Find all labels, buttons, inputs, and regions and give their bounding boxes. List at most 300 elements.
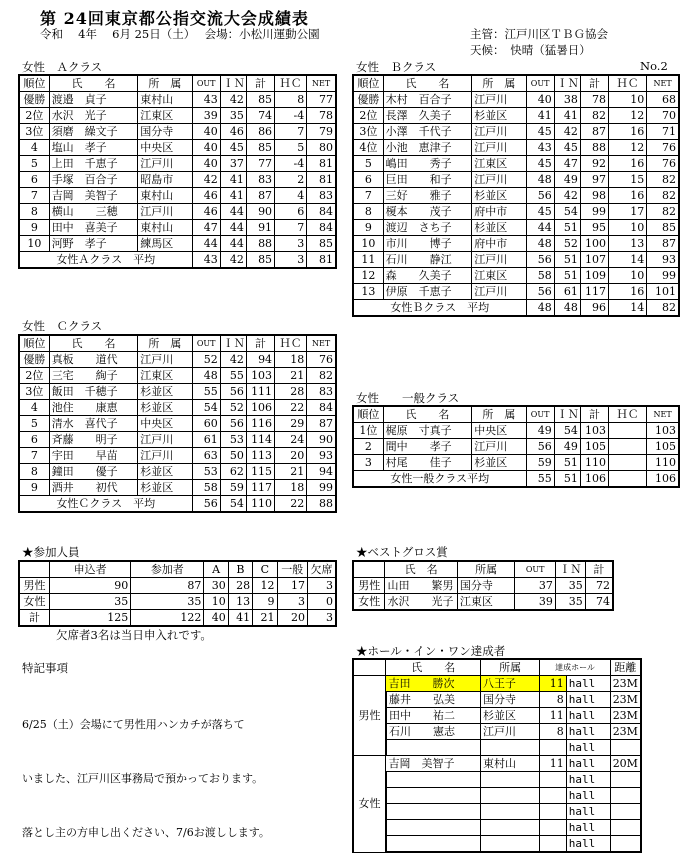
cell-out: 55 [192,384,220,400]
cell-in: 62 [220,464,246,480]
header-net: NET [647,75,679,92]
cell-out: 60 [192,416,220,432]
cell-total: 86 [246,124,274,140]
cell-rank: 優勝 [19,92,49,108]
cell-total: 107 [580,252,608,268]
cell-rank: 3位 [353,124,383,140]
cell-net: 70 [647,108,679,124]
cell-out: 44 [526,220,554,236]
cell-out: 44 [192,236,220,252]
best-gross-cell: 35 [555,594,585,611]
hole-in-one-header: 達成ホール [540,659,610,676]
cell-name: 田中 喜美子 [49,220,138,236]
cell-name: 上田 千恵子 [49,156,138,172]
hole-in-one-cell [481,836,540,853]
cell-club: 江戸川 [472,172,526,188]
cell-net: 84 [307,204,336,220]
cell-name: 渡邉 貞子 [49,92,138,108]
cell-net: 76 [647,140,679,156]
table-row [353,284,679,300]
hole-in-one-cell: hall [566,740,610,756]
header-hc: ＨＣ [275,335,307,352]
cell-hc: 10 [609,268,647,284]
cell-name: 池住 康恵 [49,400,138,416]
hole-in-one-cell [481,772,540,788]
cell-net: 80 [307,140,336,156]
cell-in: 45 [220,140,246,156]
average-value: 22 [275,496,307,513]
hole-in-one-cell: 国分寺 [481,692,540,708]
cell-total: 90 [246,204,274,220]
cell-in: 44 [220,220,246,236]
cell-net: 110 [647,455,679,471]
cell-name: 間中 孝子 [383,439,472,455]
participants-header: 一般 [277,561,307,578]
cell-club: 杉並区 [138,464,192,480]
cell-hc: 16 [609,124,647,140]
cell-club: 杉並区 [138,384,192,400]
special-note-line: いました、江戸川区事務局で預かっております。 [22,772,264,785]
hole-in-one-cell: hall [566,788,610,804]
average-label: 女性Ｂクラス 平均 [353,300,526,317]
hole-in-one-cell [610,772,641,788]
page-title: 第 24回東京都公指交流大会成績表 [40,9,309,28]
special-notes-body [22,680,270,860]
hole-in-one-cell [610,804,641,820]
participants-label: 女性 [19,594,49,610]
cell-club: 江戸川 [472,284,526,300]
best-gross-header: OUT [515,561,555,578]
cell-in: 51 [554,455,580,471]
cell-rank: 8 [19,204,49,220]
header-name: 氏 名 [49,75,138,92]
hole-in-one-cell: hall [566,772,610,788]
cell-out: 47 [192,220,220,236]
cell-club: 杉並区 [138,480,192,496]
cell-club: 江戸川 [472,124,526,140]
cell-hc: 10 [609,220,647,236]
table-header-row [353,406,679,423]
table-header-row [353,659,641,676]
cell-rank: 10 [353,236,383,252]
cell-out: 46 [192,204,220,220]
women-b-title: 女性 Ｂクラス [356,60,437,74]
cell-hc: 6 [275,204,307,220]
cell-name: 村尾 佳子 [383,455,472,471]
cell-total: 91 [246,220,274,236]
cell-net: 83 [307,384,336,400]
table-row [353,220,679,236]
table-row [353,124,679,140]
cell-rank: 9 [19,220,49,236]
cell-club: 江戸川 [138,432,192,448]
special-notes-title: 特記事項 [22,661,68,675]
header-rank: 順位 [353,406,383,423]
cell-hc: 7 [275,124,307,140]
hole-in-one-cell [386,804,481,820]
cell-hc: 2 [275,172,307,188]
men-label: 男性 [353,676,386,756]
cell-club: 東村山 [138,220,192,236]
cell-in: 44 [220,204,246,220]
cell-out: 53 [192,464,220,480]
cell-club: 中央区 [138,416,192,432]
cell-name: 横山 三穂 [49,204,138,220]
hole-in-one-cell: hall [566,676,610,692]
cell-in: 42 [220,92,246,108]
table-row [19,204,336,220]
cell-in: 56 [220,384,246,400]
header-total: 計 [246,335,274,352]
cell-name: 斉藤 明子 [49,432,138,448]
cell-club: 江戸川 [472,92,526,108]
cell-total: 113 [246,448,274,464]
table-header-row [353,561,613,578]
cell-out: 43 [192,92,220,108]
cell-total: 87 [580,124,608,140]
cell-name: 榎本 茂子 [383,204,472,220]
cell-net: 82 [647,188,679,204]
cell-hc: 16 [609,188,647,204]
average-value: 110 [246,496,274,513]
hole-in-one-cell [386,772,481,788]
cell-rank: 8 [353,204,383,220]
cell-rank: 10 [19,236,49,252]
cell-hc: 20 [275,448,307,464]
table-row [353,756,641,772]
cell-net: 76 [647,156,679,172]
header-out: OUT [192,75,220,92]
participants-header: A [204,561,228,578]
participants-header: 参加者 [131,561,204,578]
hole-in-one-cell [386,820,481,836]
cell-name: 嶋田 秀子 [383,156,472,172]
hole-in-one-cell: hall [566,836,610,853]
hole-in-one-cell: hall [566,708,610,724]
table-row [353,188,679,204]
header-name: 氏 名 [383,75,472,92]
average-value: 106 [580,471,608,488]
cell-hc: 10 [609,92,647,108]
average-value: 106 [647,471,679,488]
header-club: 所 属 [138,75,192,92]
special-note-line: 落とし主の方申し出ください、7/6お渡しします。 [22,826,270,839]
cell-hc: 3 [275,236,307,252]
table-row [353,252,679,268]
cell-out: 59 [526,455,554,471]
cell-rank: 2 [353,439,383,455]
cell-in: 52 [220,400,246,416]
cell-net: 93 [647,252,679,268]
best-gross-cell: 39 [515,594,555,611]
cell-out: 63 [192,448,220,464]
cell-hc: 22 [275,400,307,416]
cell-in: 49 [554,172,580,188]
cell-net: 84 [307,220,336,236]
cell-club: 東村山 [138,188,192,204]
table-row [19,352,336,368]
table-row [353,236,679,252]
table-row [19,124,336,140]
table-row [353,772,641,788]
cell-out: 48 [526,236,554,252]
average-value: 56 [192,496,220,513]
cell-club: 練馬区 [138,236,192,252]
cell-net: 82 [647,172,679,188]
table-header-row [19,335,336,352]
cell-out: 45 [526,124,554,140]
cell-name: 三宅 絢子 [49,368,138,384]
cell-in: 45 [554,140,580,156]
header-out: OUT [526,406,554,423]
cell-net: 83 [307,188,336,204]
table-row [353,676,641,692]
cell-in: 37 [220,156,246,172]
best-gross-cell: 72 [585,578,613,594]
date-venue-line: 令和 4年 6月 25日（土） 会場：小松川運動公園 [40,27,320,41]
cell-name: 小澤 千代子 [383,124,472,140]
average-label: 女性一般クラス平均 [353,471,526,488]
cell-in: 51 [554,252,580,268]
header-hc: ＨＣ [275,75,307,92]
cell-net: 68 [647,92,679,108]
cell-out: 39 [192,108,220,124]
participants-count: 17 [277,578,307,594]
cell-name: 飯田 千穂子 [49,384,138,400]
cell-name: 渡辺 さち子 [383,220,472,236]
cell-rank: 6 [19,172,49,188]
cell-net: 71 [647,124,679,140]
cell-out: 56 [526,284,554,300]
cell-net: 85 [647,220,679,236]
cell-name: 河野 孝子 [49,236,138,252]
average-value: 55 [526,471,554,488]
cell-in: 59 [220,480,246,496]
table-row [19,594,336,610]
header-total: 計 [246,75,274,92]
hole-in-one-cell: 23M [610,708,641,724]
participants-header: 申込者 [49,561,130,578]
cell-total: 116 [246,416,274,432]
average-value: 14 [609,300,647,317]
cell-total: 115 [246,464,274,480]
organizer-line: 主管：江戸川区ＴＢＧ協会 [470,27,608,41]
table-row [19,464,336,480]
cell-total: 77 [246,156,274,172]
cell-name: 梶原 寸真子 [383,423,472,439]
hole-in-one-cell: 23M [610,676,641,692]
table-row [353,423,679,439]
cell-club: 江東区 [138,368,192,384]
header-net: NET [307,335,336,352]
best-gross-cell: 江東区 [457,594,515,611]
cell-rank: 8 [19,464,49,480]
cell-club: 江戸川 [472,140,526,156]
cell-club: 杉並区 [472,455,526,471]
table-row [19,432,336,448]
header-total: 計 [580,406,608,423]
table-row [19,368,336,384]
cell-net: 99 [307,480,336,496]
table-row [19,400,336,416]
cell-total: 103 [580,423,608,439]
cell-net: 94 [307,464,336,480]
header-hc: ＨＣ [609,75,647,92]
cell-rank: 3位 [19,124,49,140]
cell-total: 111 [246,384,274,400]
cell-out: 52 [192,352,220,368]
table-row [19,384,336,400]
table-row [353,692,641,708]
hole-in-one-cell [610,740,641,756]
cell-in: 41 [220,188,246,204]
cell-in: 51 [554,220,580,236]
cell-net: 84 [307,400,336,416]
cell-rank: 3 [353,455,383,471]
hole-in-one-cell: hall [566,724,610,740]
cell-out: 45 [526,204,554,220]
best-gross-cell: 37 [515,578,555,594]
hole-in-one-cell: 杉並区 [481,708,540,724]
table-row [353,140,679,156]
cell-total: 95 [580,220,608,236]
participants-count: 35 [49,594,130,610]
table-row [353,156,679,172]
header-hc: ＨＣ [609,406,647,423]
cell-name: 鐘田 優子 [49,464,138,480]
cell-out: 58 [526,268,554,284]
cell-hc: 24 [275,432,307,448]
cell-club: 国分寺 [138,124,192,140]
cell-out: 40 [192,156,220,172]
cell-rank: 6 [19,432,49,448]
participants-count: 0 [307,594,336,610]
cell-club: 江戸川 [138,156,192,172]
cell-name: 三好 雅子 [383,188,472,204]
participants-count: 35 [131,594,204,610]
average-row [353,471,679,488]
cell-hc: -4 [275,108,307,124]
cell-name: 長澤 久美子 [383,108,472,124]
cell-rank: 7 [19,188,49,204]
hole-in-one-cell [540,820,566,836]
cell-club: 府中市 [472,204,526,220]
women-b-table [352,74,680,317]
table-row [19,172,336,188]
participants-label: 男性 [19,578,49,594]
cell-out: 40 [192,140,220,156]
hole-in-one-header: 所属 [481,659,540,676]
hole-in-one-cell: hall [566,756,610,772]
cell-total: 82 [580,108,608,124]
participants-note: 欠席者3名は当日申入れです。 [56,628,212,642]
cell-hc: 12 [609,108,647,124]
header-out: OUT [526,75,554,92]
hole-in-one-cell [610,836,641,853]
cell-total: 87 [246,188,274,204]
cell-in: 42 [220,352,246,368]
header-net: NET [307,75,336,92]
hole-in-one-cell [540,836,566,853]
cell-total: 114 [246,432,274,448]
cell-total: 74 [246,108,274,124]
header-rank: 順位 [19,335,49,352]
hole-in-one-cell [540,772,566,788]
hole-in-one-cell [481,788,540,804]
hole-in-one-cell: 田中 祐二 [386,708,481,724]
cell-in: 41 [220,172,246,188]
cell-name: 森 久美子 [383,268,472,284]
cell-rank: 7 [353,188,383,204]
hole-in-one-cell: 11 [540,756,566,772]
participants-count: 9 [253,594,277,610]
average-value: 54 [220,496,246,513]
cell-rank: 2位 [19,108,49,124]
cell-rank: 9 [19,480,49,496]
cell-total: 88 [580,140,608,156]
cell-in: 52 [554,236,580,252]
table-row [353,172,679,188]
cell-hc: 12 [609,140,647,156]
cell-club: 江東区 [138,108,192,124]
header-in: ＩＮ [554,75,580,92]
participants-table [18,560,337,627]
table-row [19,578,336,594]
table-row [19,610,336,627]
participants-count: 87 [131,578,204,594]
header-name: 氏 名 [49,335,138,352]
cell-total: 105 [580,439,608,455]
hole-in-one-cell: 20M [610,756,641,772]
cell-out: 61 [192,432,220,448]
cell-rank: 6 [353,172,383,188]
cell-name: 須磨 繰文子 [49,124,138,140]
cell-total: 110 [580,455,608,471]
table-row [19,156,336,172]
hole-in-one-cell [540,804,566,820]
cell-club: 杉並区 [472,220,526,236]
cell-rank: 7 [19,448,49,464]
cell-name: 酒井 初代 [49,480,138,496]
best-gross-header: 計 [585,561,613,578]
hole-in-one-cell [481,740,540,756]
average-value: 48 [554,300,580,317]
cell-total: 117 [580,284,608,300]
page-number: No.2 [640,59,668,73]
cell-rank: 優勝 [19,352,49,368]
participants-count: 3 [277,594,307,610]
participants-count: 125 [49,610,130,627]
cell-net: 81 [307,172,336,188]
participants-count: 90 [49,578,130,594]
cell-out: 41 [526,108,554,124]
average-row [19,252,336,269]
cell-club: 江戸川 [472,252,526,268]
cell-hc: -4 [275,156,307,172]
header-rank: 順位 [353,75,383,92]
cell-total: 100 [580,236,608,252]
cell-hc: 28 [275,384,307,400]
cell-club: 江戸川 [138,204,192,220]
cell-name: 真板 道代 [49,352,138,368]
participants-count: 122 [131,610,204,627]
best-gross-cell: 水沢 光子 [385,594,457,611]
cell-total: 117 [246,480,274,496]
cell-hc: 29 [275,416,307,432]
cell-hc: 13 [609,236,647,252]
cell-total: 83 [246,172,274,188]
table-row [353,740,641,756]
